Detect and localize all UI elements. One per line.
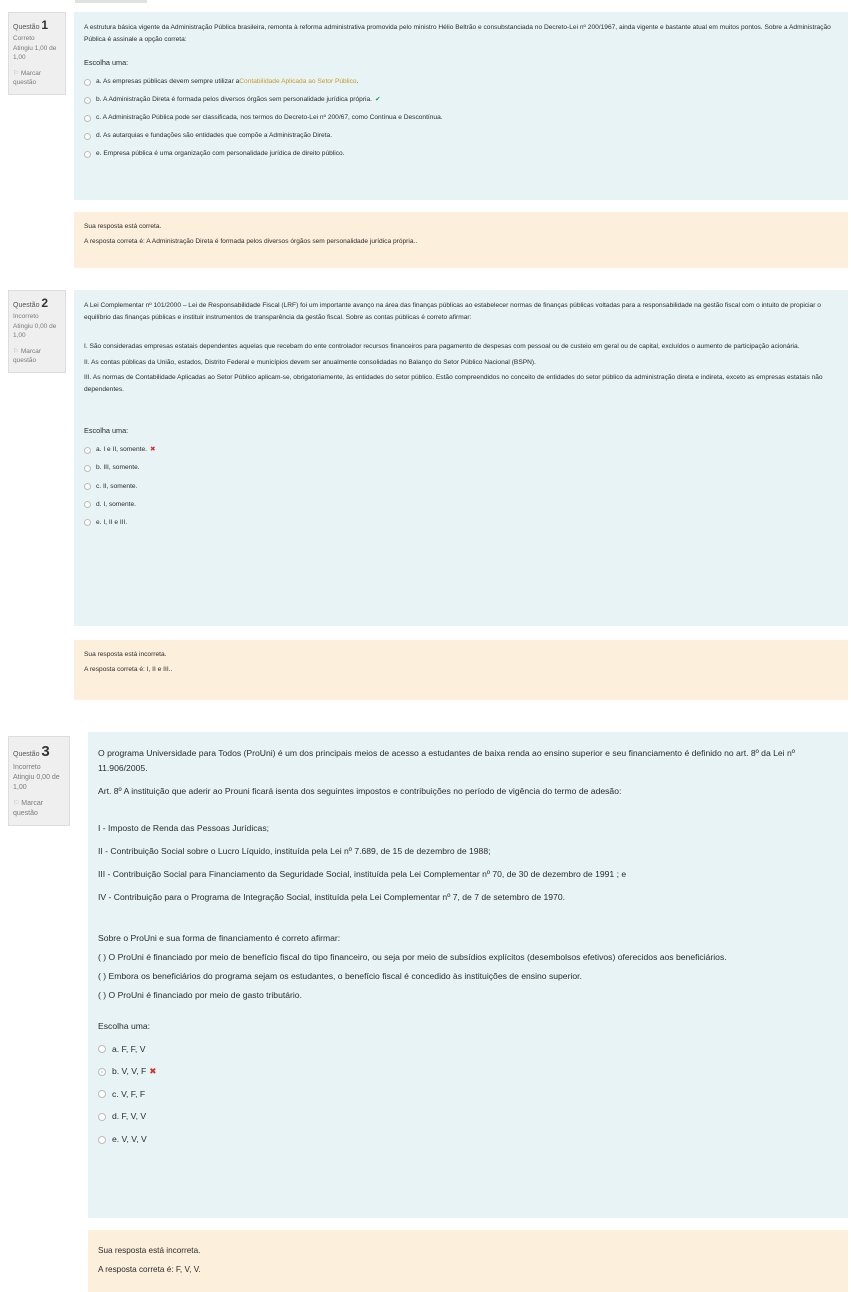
answer-option-d[interactable]: d. I, somente.: [84, 499, 838, 511]
true-false-statement-2: ( ) Embora os beneficiários do programa sejam os estudantes, o benefício fiscal é concedido às instituições de ensino superior.: [98, 971, 582, 982]
item-iii: III - Contribuição Social para Financiamento da Seguridade Social, instituída pela Lei Complementar nº 70, de 30 de dezembro de 1991 ; e: [98, 869, 627, 880]
answer-prompt: Escolha uma:: [84, 58, 129, 68]
question-info: [8, 12, 66, 95]
radio-button[interactable]: [84, 133, 91, 140]
radio-button[interactable]: [98, 1090, 106, 1098]
question-formulation: [74, 12, 848, 200]
question-info: [8, 736, 70, 826]
answer-option-c[interactable]: c. V, F, F: [98, 1087, 838, 1102]
question-number: Questão 2: [13, 296, 49, 310]
article-text: Art. 8º A instituição que aderir ao Prouni ficará isenta dos seguintes impostos e contribuições no período de vigência do termo de adesão:: [98, 786, 622, 797]
answer-option-d[interactable]: d. F, V, V: [98, 1109, 838, 1124]
statement-iii: III. As normas de Contabilidade Aplicadas ao Setor Público aplicam-se, obrigatoriamente, às entidades do setor público. Estão compreendidos no conceito de entidades do setor público da administração direta e indireta, exceto as empresas estatais não dependentes.: [84, 374, 823, 393]
radio-button[interactable]: [98, 1136, 106, 1144]
question-text: A estrutura básica vigente da Administração Pública brasileira, remonta à reforma administrativa promovida pelo ministro Hélio Beltrão e consubstanciada no Decreto-Lei nº 200/1967, ainda vigente e bastante atual em muitos pontos. Sobre a Administração Pública é assinale a opção correta:: [84, 24, 831, 43]
question-feedback: [88, 1230, 848, 1292]
question-info: [8, 290, 66, 373]
radio-button[interactable]: [84, 115, 91, 122]
answer-option-e[interactable]: e. Empresa pública é uma organização com personalidade jurídica de direito público.: [84, 148, 838, 160]
radio-button-selected[interactable]: [84, 447, 91, 454]
question-formulation: [74, 290, 848, 626]
radio-button[interactable]: [84, 483, 91, 490]
radio-button[interactable]: [84, 465, 91, 472]
true-false-statement-3: ( ) O ProUni é financiado por meio de gasto tributário.: [98, 990, 302, 1001]
item-i: I - Imposto de Renda das Pessoas Jurídicas;: [98, 823, 270, 834]
answer-option-e[interactable]: e. I, II e III.: [84, 517, 838, 529]
answer-option-a[interactable]: a. As empresas públicas devem sempre utilizar a Contabilidade Aplicada ao Setor Público .: [84, 76, 838, 88]
question-grade: Atingiu 0,00 de 1,00: [13, 773, 60, 792]
flag-icon: ⚐: [13, 347, 19, 355]
item-ii: II - Contribuição Social sobre o Lucro Líquido, instituída pela Lei nº 7.689, de 15 de dezembro de 1988;: [98, 846, 491, 857]
question-number: Questão 3: [13, 743, 50, 760]
question-feedback: [74, 640, 848, 700]
radio-button[interactable]: [84, 79, 91, 86]
answer-option-b[interactable]: b. A Administração Direta é formada pelos diversos órgãos sem personalidade jurídica própria. ✔: [84, 94, 838, 106]
item-iv: IV - Contribuição para o Programa de Integração Social, instituída pela Lei Complementar nº 7, de 7 de setembro de 1970.: [98, 892, 565, 903]
answer-option-a[interactable]: a. F, F, V: [98, 1042, 838, 1057]
answer-option-e[interactable]: e. V, V, V: [98, 1132, 838, 1147]
feedback-correct-answer: A resposta correta é: I, II e III..: [84, 665, 173, 673]
radio-button[interactable]: [98, 1113, 106, 1121]
flag-question-link[interactable]: ⚐ Marcar questão: [13, 800, 44, 818]
answer-option-c[interactable]: c. A Administração Pública pode ser classificada, nos termos do Decreto-Lei nº 200/67, como Contínua e Descontínua.: [84, 112, 838, 124]
question-text: A Lei Complementar nº 101/2000 – Lei de Responsabilidade Fiscal (LRF) foi um importante avanço na área das finanças públicas ao estabelecer normas de finanças públicas voltadas para a responsabilidade na gestão fiscal com o intuito de propiciar o equilíbrio das finanças públicas e instituir instrumentos de transparência da gestão fiscal. Sobre as contas públicas é correto afirmar:: [84, 302, 821, 321]
answer-option-d[interactable]: d. As autarquias e fundações são entidades que compõe a Administração Direta.: [84, 130, 838, 142]
answer-option-c[interactable]: c. II, somente.: [84, 481, 838, 493]
radio-button[interactable]: [98, 1045, 106, 1053]
statement-ii: II. As contas públicas da União, estados, Distrito Federal e municípios devem ser anualmente consolidadas no Balanço do Setor Público Nacional (BSPN).: [84, 358, 536, 366]
feedback-correct-answer: A resposta correta é: F, V, V.: [98, 1264, 201, 1274]
top-scroll-edge: [75, 0, 147, 3]
flag-question-link[interactable]: ⚐ Marcar questão: [13, 347, 42, 365]
feedback-status: Sua resposta está correta.: [84, 223, 162, 230]
feedback-status: Sua resposta está incorreta.: [98, 1246, 201, 1255]
feedback-status: Sua resposta está incorreta.: [84, 651, 167, 658]
question-state: Incorreto: [13, 763, 41, 771]
statement-i: I. São consideradas empresas estatais dependentes aquelas que recebam do ente controlador recursos financeiros para pagamento de despesas com pessoal ou de custeio em geral ou de capital, excluídos o aumento de participação acionária.: [84, 343, 800, 351]
radio-button[interactable]: [84, 519, 91, 526]
question-formulation: [88, 732, 848, 1218]
question-feedback: [74, 212, 848, 268]
incorrect-cross-icon: ✖: [149, 446, 156, 454]
flag-icon: ⚐: [13, 69, 19, 77]
answer-option-b[interactable]: b. V, V, F ✖: [98, 1064, 838, 1079]
answer-option-b[interactable]: b. III, somente.: [84, 462, 838, 474]
true-false-statement-1: ( ) O ProUni é financiado por meio de benefício fiscal do tipo financeiro, ou seja por meio de subsídios explícitos (desembolsos efetivos) oferecidos aos beneficiários.: [98, 952, 727, 963]
answer-prompt: Escolha uma:: [84, 426, 129, 436]
answer-option-a[interactable]: a. I e II, somente. ✖: [84, 444, 838, 456]
radio-button-selected[interactable]: [84, 97, 91, 104]
question-number: Questão 1: [13, 18, 49, 32]
question-grade: Atingiu 0,00 de 1,00: [13, 322, 57, 340]
incorrect-cross-icon: ✖: [149, 1066, 157, 1077]
question-text: O programa Universidade para Todos (ProUni) é um dos principais meios de acesso a estudantes de baixa renda ao ensino superior e seu financiamento é definido no art. 8º da Lei nº 11.906/2005.: [98, 748, 795, 774]
flag-icon: ⚐: [13, 800, 20, 808]
question-grade: Atingiu 1,00 de 1,00: [13, 44, 57, 62]
question-state: Incorreto: [13, 313, 39, 321]
correct-check-icon: ✔: [374, 96, 381, 104]
glossary-link[interactable]: Contabilidade Aplicada ao Setor Público: [239, 78, 357, 86]
statement-intro: Sobre o ProUni e sua forma de financiamento é correto afirmar:: [98, 933, 341, 944]
radio-button-selected[interactable]: [98, 1068, 106, 1076]
radio-button[interactable]: [84, 501, 91, 508]
question-state: Correto: [13, 35, 35, 43]
answer-prompt: Escolha uma:: [98, 1021, 151, 1032]
radio-button[interactable]: [84, 151, 91, 158]
flag-question-link[interactable]: ⚐ Marcar questão: [13, 69, 42, 87]
feedback-correct-answer: A resposta correta é: A Administração Direta é formada pelos diversos órgãos sem personalidade jurídica própria..: [84, 237, 418, 245]
